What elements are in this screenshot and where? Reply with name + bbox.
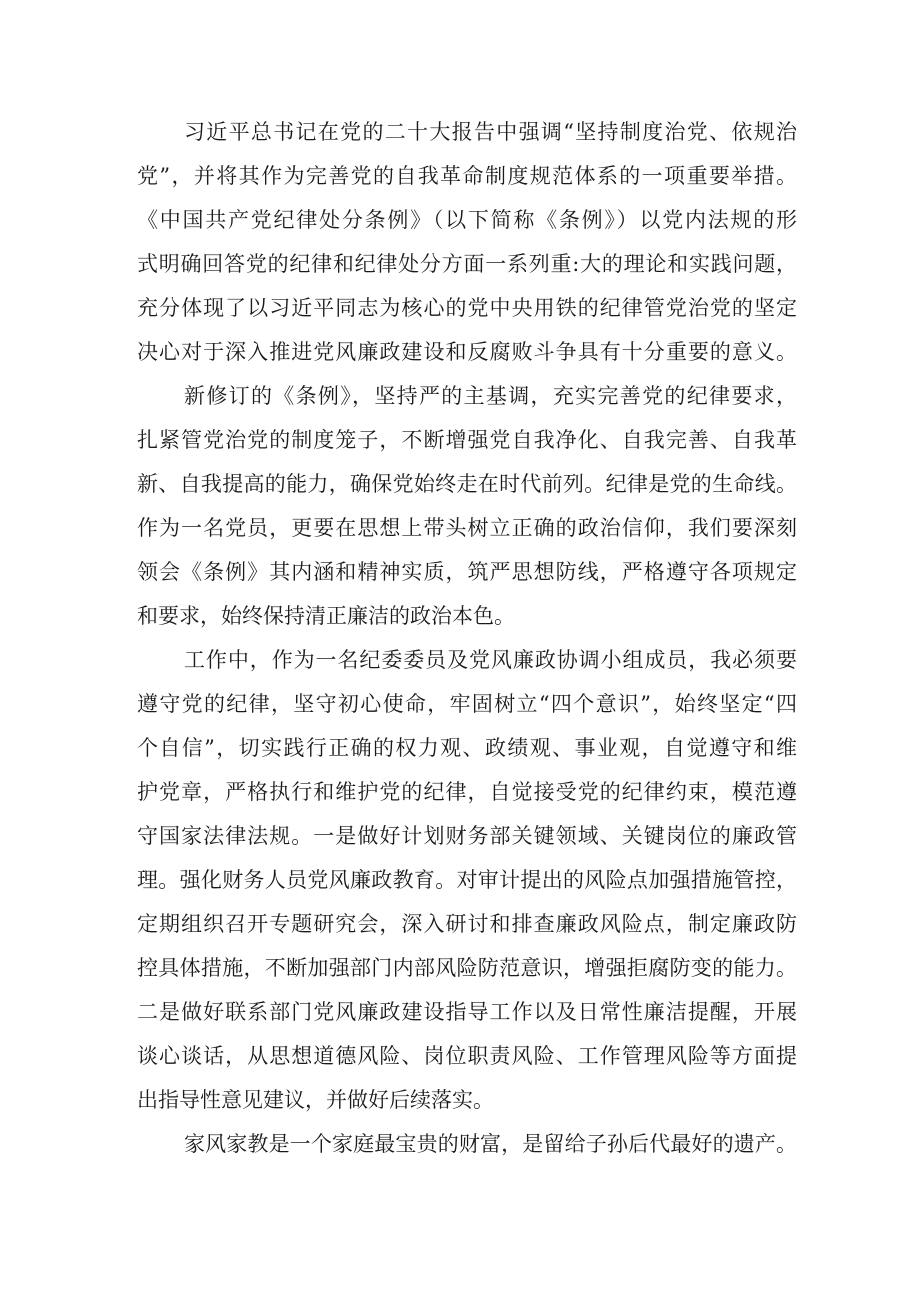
text-line-10: 作为一名党员，更要在思想上带头树立正确的政治信仰，我们要深刻 (137, 516, 797, 540)
text-line-21: 二是做好联系部门党风廉政建设指导工作以及日常性廉洁提醒，开展 (137, 1000, 797, 1024)
text-line-4: 式明确回答党的纪律和纪律处分方面一系列重:大的理论和实践问题， (137, 252, 797, 276)
text-line-13: 工作中，作为一名纪委委员及党风廉政协调小组成员，我必须要 (184, 648, 797, 672)
text-line-20: 控具体措施，不断加强部门内部风险防范意识，增强拒腐防变的能力。 (137, 956, 797, 980)
text-line-19: 定期组织召开专题研究会，深入研讨和排查廉政风险点，制定廉政防 (137, 912, 797, 936)
text-line-9: 新、自我提高的能力，确保党始终走在时代前列。纪律是党的生命线。 (137, 472, 797, 496)
text-line-17: 守国家法律法规。一是做好计划财务部关键领域、关键岗位的廉政管 (137, 824, 797, 848)
text-line-6: 决心对于深入推进党风廉政建设和反腐败斗争具有十分重要的意义。 (137, 340, 797, 364)
text-line-14: 遵守党的纪律，坚守初心使命，牢固树立“四个意识”，始终坚定“四 (137, 692, 797, 716)
text-line-18: 理。强化财务人员党风廉政教育。对审计提出的风险点加强措施管控， (137, 868, 797, 892)
text-line-2: 党”，并将其作为完善党的自我革命制度规范体系的一项重要举措。 (137, 164, 797, 188)
text-line-24: 家风家教是一个家庭最宝贵的财富，是留给子孙后代最好的遗产。 (184, 1132, 797, 1156)
text-line-16: 护党章，严格执行和维护党的纪律，自觉接受党的纪律约束，模范遵 (137, 780, 797, 804)
text-line-7: 新修订的《条例》，坚持严的主基调，充实完善党的纪律要求， (184, 384, 797, 408)
text-line-22: 谈心谈话，从思想道德风险、岗位职责风险、工作管理风险等方面提 (137, 1044, 797, 1068)
text-line-11: 领会《条例》其内涵和精神实质，筑严思想防线，严格遵守各项规定 (137, 560, 797, 584)
text-line-8: 扎紧管党治党的制度笼子，不断增强党自我净化、自我完善、自我革 (137, 428, 797, 452)
text-line-12: 和要求，始终保持清正廉洁的政治本色。 (137, 604, 515, 628)
text-line-1: 习近平总书记在党的二十大报告中强调“坚持制度治党、依规治 (184, 120, 797, 144)
text-line-5: 充分体现了以习近平同志为核心的党中央用铁的纪律管党治党的坚定 (137, 296, 797, 320)
text-line-3: 《中国共产党纪律处分条例》（以下简称《条例》）以党内法规的形 (137, 208, 797, 232)
text-line-23: 出指导性意见建议，并做好后续落实。 (137, 1088, 494, 1112)
text-line-15: 个自信”，切实践行正确的权力观、政绩观、事业观，自觉遵守和维 (137, 736, 797, 760)
